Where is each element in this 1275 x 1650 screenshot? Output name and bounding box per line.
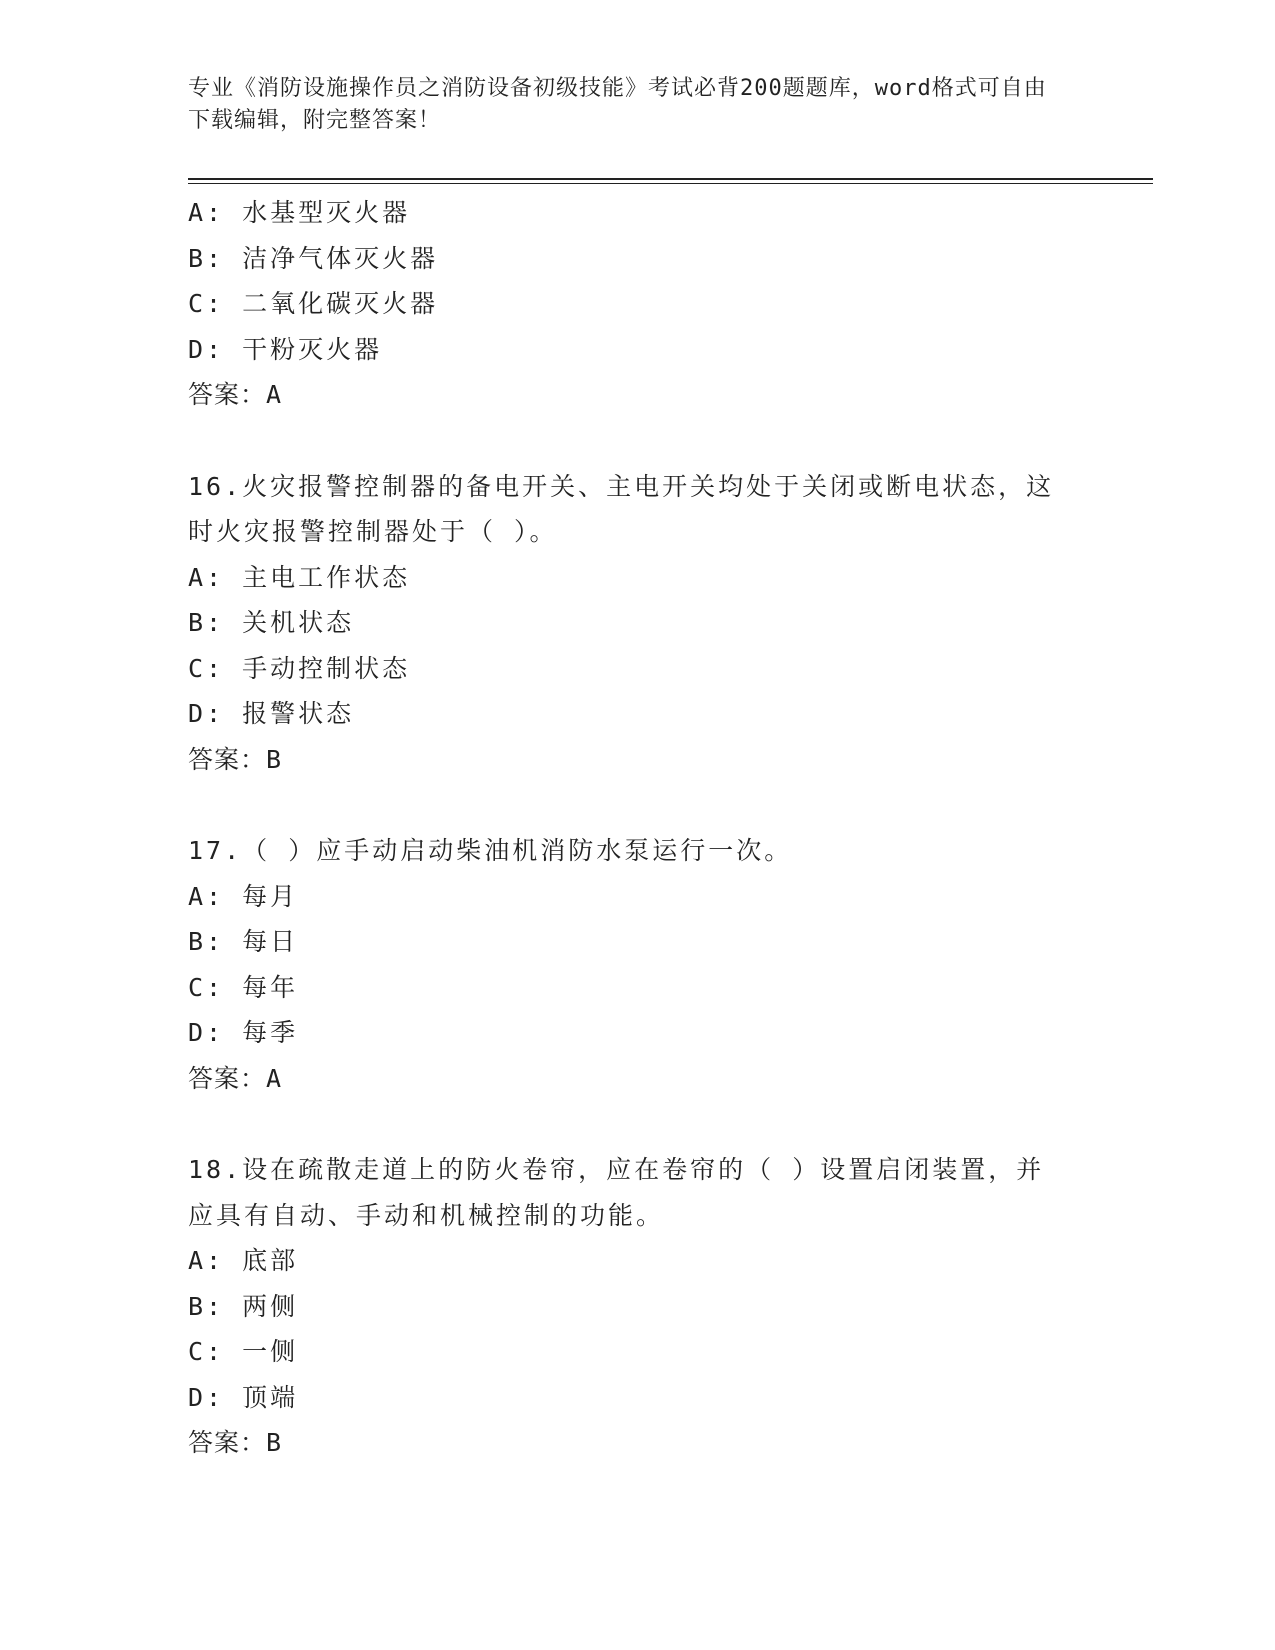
option-c: C: 每年: [188, 972, 299, 1002]
answer: 答案：B: [188, 744, 283, 774]
question-list: [188, 190, 1088, 1466]
question-stem-line: 17.（ ）应手动启动柴油机消防水泵运行一次。: [188, 836, 793, 865]
question-15: [188, 190, 1088, 418]
option-d: D: 报警状态: [188, 699, 355, 728]
header-divider-thick: [188, 178, 1153, 180]
option-a: A: 每月: [188, 881, 299, 911]
option-b: B: 每日: [188, 927, 299, 956]
option-a: A: 水基型灭火器: [188, 198, 411, 227]
answer: 答案：A: [188, 1063, 283, 1093]
option-a: A: 底部: [188, 1246, 299, 1275]
question-stem-line: 16.火灾报警控制器的备电开关、主电开关均处于关闭或断电状态，这: [188, 471, 1055, 501]
question-17: [188, 828, 1088, 1101]
question-stem-line: 时火灾报警控制器处于（ ）。: [188, 517, 558, 546]
document-header: 专业《消防设施操作员之消防设备初级技能》考试必背200题题库，word格式可自由下载编辑，附完整答案！: [188, 76, 1047, 133]
question-16: [188, 464, 1088, 783]
option-c: C: 二氧化碳灭火器: [188, 289, 439, 318]
question-18: [188, 1147, 1088, 1466]
option-d: D: 顶端: [188, 1382, 299, 1412]
option-c: C: 手动控制状态: [188, 653, 411, 683]
answer: 答案：B: [188, 1428, 283, 1457]
option-a: A: 主电工作状态: [188, 562, 411, 592]
header-divider-thin: [188, 183, 1153, 184]
answer: 答案：A: [188, 380, 283, 409]
option-c: C: 一侧: [188, 1337, 299, 1366]
option-b: B: 关机状态: [188, 608, 355, 637]
question-stem-line: 应具有自动、手动和机械控制的功能。: [188, 1200, 665, 1230]
option-b: B: 洁净气体灭火器: [188, 243, 439, 273]
option-d: D: 每季: [188, 1018, 299, 1047]
question-stem-line: 18.设在疏散走道上的防火卷帘，应在卷帘的（ ）设置启闭装置，并: [188, 1155, 1045, 1184]
option-b: B: 两侧: [188, 1291, 299, 1321]
option-d: D: 干粉灭火器: [188, 334, 383, 364]
